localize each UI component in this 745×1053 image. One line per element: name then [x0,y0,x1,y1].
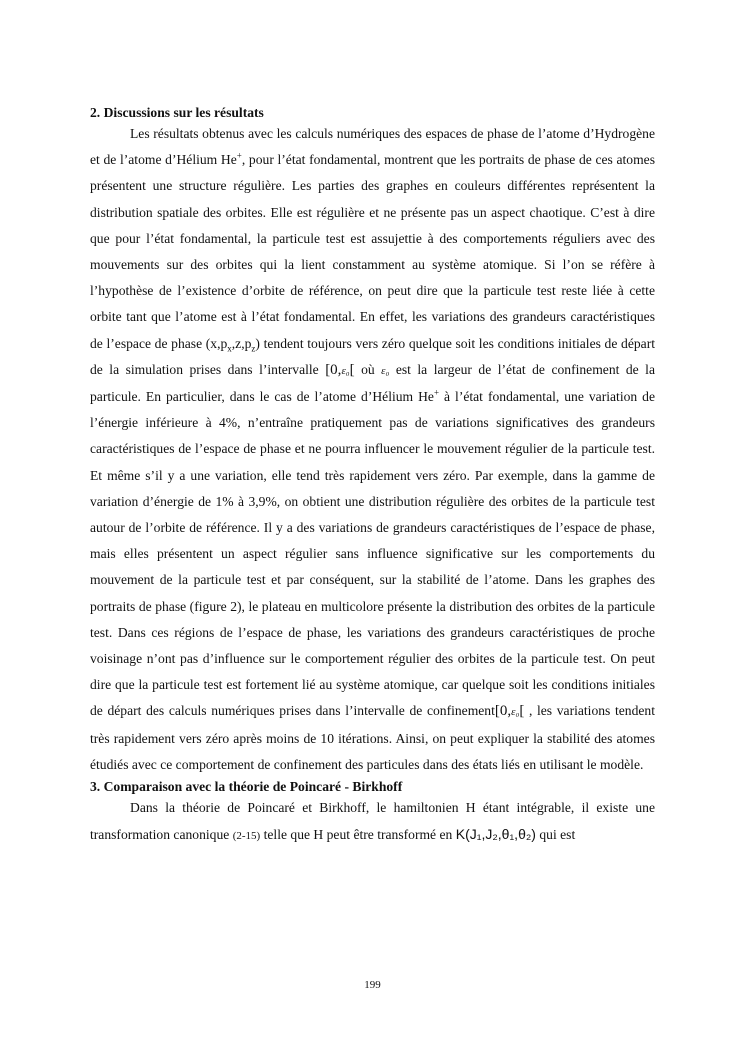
text-run: à l’état fondamental, une variation de l’énergie inférieure à 4%, n’entraîne pratiquement pas de variations significatives des grandeurs caractéristiques de l’espace de phase et ne pourra influencer le mouvement régulier de la particule test. Et même s’il y a une variation, elle tend très rapidement vers zéro. Par exemple, dans la gamme de variation d’énergie de 1% à 3,9%, on obtient une distribution régulière des orbites de la particule test autour de l’orbite de référence. Il y a des variations de grandeurs caractéristiques de l’espace de phase, mais elles présentent un aspect régulier sans influence significative sur les comportements du mouvement de la particule test et par conséquent, sur la stabilité de l’atome. Dans les graphes des portraits de phase (figure 2), le plateau en multicolore présente la distribution des orbites de la particule test. Dans ces régions de l’espace de phase, les variations des grandeurs caractéristiques de proche voisinage n’ont pas d’influence sur le comportement régulier des orbites de la particule test. On peut dire que la particule test est fortement lié au système atomique, car quelque soit les conditions initiales de départ des calculs numériques prises dans l’intervalle de confinement [90,389,655,719]
k-expression: K(J₁,J₂,θ₁,θ₂) [455,826,536,843]
text-run: ) tendent toujours vers zéro quelque soit les conditions initiales de départ de la simulation prises dans l’intervalle [90,335,656,377]
superscript: + [236,150,242,161]
text-run: , les variations tendent très rapidement vers zéro après moins de 10 itérations. Ainsi, on peut expliquer la stabilité des atomes étudiés avec ce comportement de confinement des particules dans des états liés en utilisant le modèle. [90,703,655,772]
superscript: + [433,387,440,398]
epsilon-symbol: ε₀ [511,706,520,719]
text-run: , pour l’état fondamental, montrent que les portraits de phase de ces atomes présentent une structure régulière. Les parties des graphes en couleurs différentes représentent la distribution spatiale des orbites. Elle est régulière et ne présente pas un aspect chaotique. C’est à dire que pour l’état fondamental, la particule test est assujettie à des comportements réguliers avec des mouvements sur des orbites qui la lient constamment au système atomique. Si l’on se réfère à l’hypothèse de l’existence d’orbite de référence, on peut dire que la particule test reste liée à cette orbite tant que l’atome est à l’état fondamental. En effet, les variations des grandeurs caractéristiques de l’espace de phase (x,p [90,152,656,351]
interval-open: [0, [325,361,342,378]
epsilon-symbol: ε₀ [381,364,390,377]
text-run: ,z,p [231,335,252,351]
subscript: x [227,343,232,354]
interval-close: [ [349,361,355,378]
section-2-paragraph [90,121,655,778]
interval-close: [ [519,703,525,720]
interval-open: [0, [494,703,512,720]
text-run: Les résultats obtenus avec les calculs numériques des espaces de phase de l’atome d’Hydrogène et de l’atome d’Hélium He [90,126,655,168]
section-2-heading: 2. Discussions sur les résultats [90,105,264,120]
reference: (2-15) [232,830,261,843]
text-run: où [354,361,382,377]
epsilon-symbol: ε₀ [341,364,350,377]
page-number: 199 [364,979,381,991]
section-3-paragraph [90,795,655,849]
text-run: Dans la théorie de Poincaré et Birkhoff, le hamiltonien H étant intégrable, il existe une transformation canonique [90,800,655,843]
text-run: est la largeur de l’état de confinement de la particule. En particulier, dans le cas de l’atome d’Hélium He [90,361,655,405]
text-run: telle que H peut être transformé en [260,827,456,843]
section-3-heading: 3. Comparaison avec la théorie de Poincaré - Birkhoff [90,779,403,795]
subscript: z [251,343,256,354]
page-body [90,104,655,849]
text-run: qui est [535,827,576,843]
